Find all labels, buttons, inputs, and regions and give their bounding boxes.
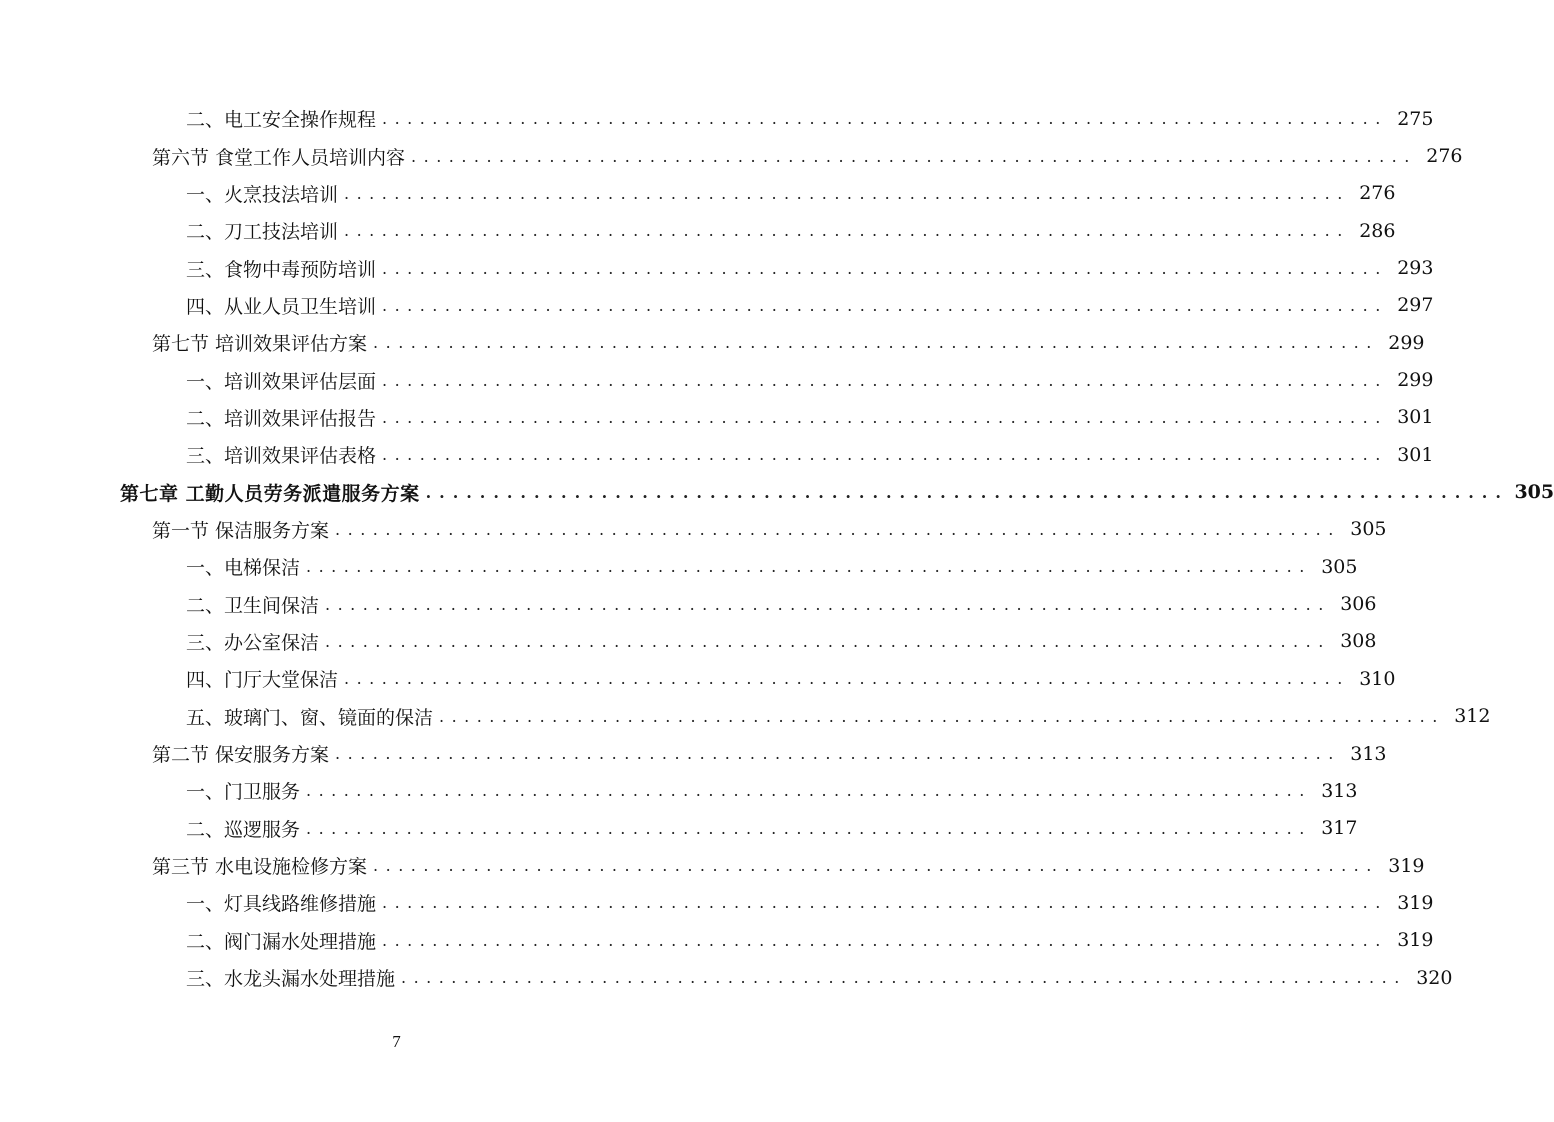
dot-leader: . . . . . . . . . . . . . . . . . . . . . . . . . . . . . . . . . . . . . . . . . . . . . . . . . . . . . . . . . . . . . . . . . . . . . . . . . . . . . . . .: [382, 295, 1382, 315]
toc-entry-page: 301: [1397, 406, 1434, 429]
toc-entry-page: 299: [1397, 369, 1434, 392]
dot-leader: . . . . . . . . . . . . . . . . . . . . . . . . . . . . . . . . . . . . . . . . . . . . . . . . . . . . . . . . . . . . . . . . . . . . . . . . . . . . . . . .: [306, 781, 1306, 801]
toc-section-entry[interactable]: [0, 511, 1387, 548]
toc-entry-page: 320: [1416, 966, 1453, 989]
toc-entry-page: 276: [1359, 182, 1396, 205]
toc-entry-title: 三、水龙头漏水处理措施: [186, 968, 396, 991]
dot-leader: . . . . . . . . . . . . . . . . . . . . . . . . . . . . . . . . . . . . . . . . . . . . . . . . . . . . . . . . . . . . . . . . . . . . . . . . . . . . . . . .: [325, 594, 1325, 614]
toc-subsection-entry[interactable]: [0, 436, 1434, 473]
toc-subsection-entry[interactable]: [0, 175, 1396, 212]
table-of-contents: [0, 100, 1554, 996]
dot-leader: . . . . . . . . . . . . . . . . . . . . . . . . . . . . . . . . . . . . . . . . . . . . . . . . . . . . . . . . . . . . . . . . . . . . . . . . . . . . . . . .: [382, 258, 1382, 278]
toc-subsection-entry[interactable]: [0, 212, 1396, 249]
dot-leader: . . . . . . . . . . . . . . . . . . . . . . . . . . . . . . . . . . . . . . . . . . . . . . . . . . . . . . . . . . . . . . . . . . . . . . . . . . . . . . . .: [306, 557, 1306, 577]
dot-leader: . . . . . . . . . . . . . . . . . . . . . . . . . . . . . . . . . . . . . . . . . . . . . . . . . . . . . . . . . . . . . . . . . . . . . . . . . . . . . . . .: [425, 482, 1503, 502]
dot-leader: . . . . . . . . . . . . . . . . . . . . . . . . . . . . . . . . . . . . . . . . . . . . . . . . . . . . . . . . . . . . . . . . . . . . . . . . . . . . . . . .: [439, 706, 1439, 726]
toc-entry-title: 二、巡逻服务: [186, 818, 301, 841]
toc-entry-title: 四、门厅大堂保洁: [186, 669, 339, 692]
toc-entry-title: 第二节 保安服务方案: [152, 744, 330, 767]
toc-entry-title: 四、从业人员卫生培训: [186, 295, 377, 318]
dot-leader: . . . . . . . . . . . . . . . . . . . . . . . . . . . . . . . . . . . . . . . . . . . . . . . . . . . . . . . . . . . . . . . . . . . . . . . . . . . . . . . .: [382, 109, 1382, 129]
toc-entry-title: 一、电梯保洁: [186, 557, 301, 580]
toc-entry-page: 305: [1321, 555, 1358, 578]
dot-leader: . . . . . . . . . . . . . . . . . . . . . . . . . . . . . . . . . . . . . . . . . . . . . . . . . . . . . . . . . . . . . . . . . . . . . . . . . . . . . . . .: [401, 968, 1401, 988]
toc-subsection-entry[interactable]: [0, 361, 1434, 398]
toc-entry-title: 第三节 水电设施检修方案: [152, 856, 368, 879]
toc-subsection-entry[interactable]: [0, 548, 1358, 585]
toc-entry-title: 三、食物中毒预防培训: [186, 258, 377, 281]
toc-subsection-entry[interactable]: [0, 623, 1377, 660]
dot-leader: . . . . . . . . . . . . . . . . . . . . . . . . . . . . . . . . . . . . . . . . . . . . . . . . . . . . . . . . . . . . . . . . . . . . . . . . . . . . . . . .: [382, 407, 1382, 427]
toc-entry-title: 一、培训效果评估层面: [186, 370, 377, 393]
toc-entry-page: 313: [1350, 742, 1387, 765]
toc-chapter-entry[interactable]: [0, 473, 1554, 510]
toc-section-entry[interactable]: [0, 137, 1463, 174]
dot-leader: . . . . . . . . . . . . . . . . . . . . . . . . . . . . . . . . . . . . . . . . . . . . . . . . . . . . . . . . . . . . . . . . . . . . . . . . . . . . . . . .: [306, 818, 1306, 838]
dot-leader: . . . . . . . . . . . . . . . . . . . . . . . . . . . . . . . . . . . . . . . . . . . . . . . . . . . . . . . . . . . . . . . . . . . . . . . . . . . . . . . .: [382, 930, 1382, 950]
toc-subsection-entry[interactable]: [0, 249, 1434, 286]
toc-entry-page: 306: [1340, 593, 1377, 616]
toc-entry-title: 一、灯具线路维修措施: [186, 893, 377, 916]
toc-entry-page: 276: [1426, 145, 1463, 168]
toc-entry-page: 312: [1454, 705, 1491, 728]
toc-subsection-entry[interactable]: [0, 959, 1453, 996]
toc-entry-page: 319: [1397, 891, 1434, 914]
toc-entry-page: 286: [1359, 219, 1396, 242]
toc-entry-title: 一、门卫服务: [186, 781, 301, 804]
toc-entry-title: 第七节 培训效果评估方案: [152, 333, 368, 356]
toc-subsection-entry[interactable]: [0, 772, 1358, 809]
toc-entry-title: 三、办公室保洁: [186, 631, 320, 654]
toc-entry-page: 313: [1321, 779, 1358, 802]
toc-section-entry[interactable]: [0, 735, 1387, 772]
toc-entry-page: 305: [1514, 481, 1554, 504]
toc-subsection-entry[interactable]: [0, 585, 1377, 622]
toc-entry-title: 二、阀门漏水处理措施: [186, 930, 377, 953]
dot-leader: . . . . . . . . . . . . . . . . . . . . . . . . . . . . . . . . . . . . . . . . . . . . . . . . . . . . . . . . . . . . . . . . . . . . . . . . . . . . . . . .: [373, 856, 1373, 876]
toc-entry-title: 第七章 工勤人员劳务派遣服务方案: [120, 482, 420, 505]
toc-section-entry[interactable]: [0, 847, 1425, 884]
toc-entry-page: 305: [1350, 518, 1387, 541]
toc-entry-title: 一、火烹技法培训: [186, 183, 339, 206]
toc-entry-title: 五、玻璃门、窗、镜面的保洁: [186, 706, 434, 729]
toc-subsection-entry[interactable]: [0, 810, 1358, 847]
toc-entry-page: 308: [1340, 630, 1377, 653]
toc-entry-page: 299: [1388, 331, 1425, 354]
page-number: 7: [392, 1032, 401, 1051]
dot-leader: . . . . . . . . . . . . . . . . . . . . . . . . . . . . . . . . . . . . . . . . . . . . . . . . . . . . . . . . . . . . . . . . . . . . . . . . . . . . . . . .: [411, 146, 1411, 166]
toc-entry-page: 275: [1397, 107, 1434, 130]
toc-subsection-entry[interactable]: [0, 884, 1434, 921]
dot-leader: . . . . . . . . . . . . . . . . . . . . . . . . . . . . . . . . . . . . . . . . . . . . . . . . . . . . . . . . . . . . . . . . . . . . . . . . . . . . . . . .: [335, 744, 1335, 764]
toc-entry-title: 三、培训效果评估表格: [186, 445, 377, 468]
toc-subsection-entry[interactable]: [0, 698, 1491, 735]
toc-entry-title: 二、卫生间保洁: [186, 594, 320, 617]
toc-entry-title: 第一节 保洁服务方案: [152, 519, 330, 542]
toc-entry-title: 第六节 食堂工作人员培训内容: [152, 146, 406, 169]
toc-entry-page: 293: [1397, 257, 1434, 280]
dot-leader: . . . . . . . . . . . . . . . . . . . . . . . . . . . . . . . . . . . . . . . . . . . . . . . . . . . . . . . . . . . . . . . . . . . . . . . . . . . . . . . .: [325, 631, 1325, 651]
toc-entry-title: 二、电工安全操作规程: [186, 109, 377, 132]
toc-entry-page: 319: [1397, 929, 1434, 952]
toc-subsection-entry[interactable]: [0, 287, 1434, 324]
toc-entry-page: 319: [1388, 854, 1425, 877]
toc-entry-page: 297: [1397, 294, 1434, 317]
toc-subsection-entry[interactable]: [0, 660, 1396, 697]
toc-subsection-entry[interactable]: [0, 399, 1434, 436]
toc-subsection-entry[interactable]: [0, 100, 1434, 137]
toc-entry-title: 二、刀工技法培训: [186, 221, 339, 244]
toc-entry-title: 二、培训效果评估报告: [186, 407, 377, 430]
dot-leader: . . . . . . . . . . . . . . . . . . . . . . . . . . . . . . . . . . . . . . . . . . . . . . . . . . . . . . . . . . . . . . . . . . . . . . . . . . . . . . . .: [344, 669, 1344, 689]
toc-section-entry[interactable]: [0, 324, 1425, 361]
dot-leader: . . . . . . . . . . . . . . . . . . . . . . . . . . . . . . . . . . . . . . . . . . . . . . . . . . . . . . . . . . . . . . . . . . . . . . . . . . . . . . . .: [382, 370, 1382, 390]
dot-leader: . . . . . . . . . . . . . . . . . . . . . . . . . . . . . . . . . . . . . . . . . . . . . . . . . . . . . . . . . . . . . . . . . . . . . . . . . . . . . . . .: [382, 893, 1382, 913]
toc-subsection-entry[interactable]: [0, 922, 1434, 959]
toc-entry-page: 310: [1359, 667, 1396, 690]
toc-entry-page: 317: [1321, 817, 1358, 840]
dot-leader: . . . . . . . . . . . . . . . . . . . . . . . . . . . . . . . . . . . . . . . . . . . . . . . . . . . . . . . . . . . . . . . . . . . . . . . . . . . . . . . .: [344, 221, 1344, 241]
dot-leader: . . . . . . . . . . . . . . . . . . . . . . . . . . . . . . . . . . . . . . . . . . . . . . . . . . . . . . . . . . . . . . . . . . . . . . . . . . . . . . . .: [382, 445, 1382, 465]
dot-leader: . . . . . . . . . . . . . . . . . . . . . . . . . . . . . . . . . . . . . . . . . . . . . . . . . . . . . . . . . . . . . . . . . . . . . . . . . . . . . . . .: [344, 183, 1344, 203]
toc-entry-page: 301: [1397, 443, 1434, 466]
dot-leader: . . . . . . . . . . . . . . . . . . . . . . . . . . . . . . . . . . . . . . . . . . . . . . . . . . . . . . . . . . . . . . . . . . . . . . . . . . . . . . . .: [373, 333, 1373, 353]
dot-leader: . . . . . . . . . . . . . . . . . . . . . . . . . . . . . . . . . . . . . . . . . . . . . . . . . . . . . . . . . . . . . . . . . . . . . . . . . . . . . . . .: [335, 519, 1335, 539]
